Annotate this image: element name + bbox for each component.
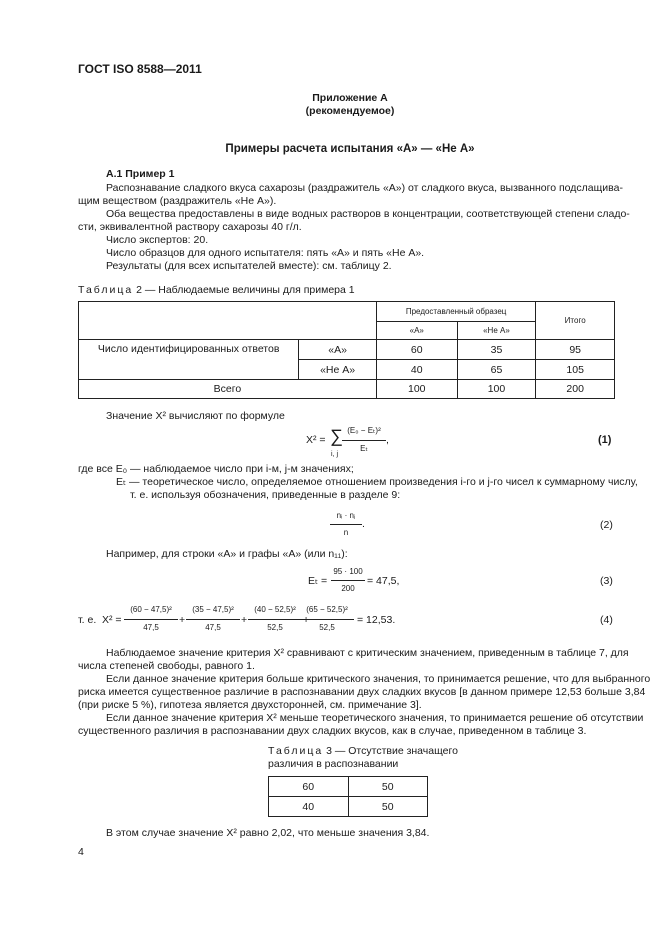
formula-4-numerator: (60 − 47,5)²	[130, 605, 172, 614]
fraction-bar	[300, 619, 354, 620]
caption-word: Таблица	[78, 284, 134, 296]
where-line: т. е. используя обозначения, приведенные в разделе 9:	[130, 489, 401, 501]
example-line: Например, для строки «А» и графы «А» (или n₁₁):	[106, 548, 348, 560]
table-header-empty	[79, 302, 377, 340]
formula-4-denominator: 52,5	[319, 623, 335, 632]
total-row-label: Всего	[79, 380, 377, 399]
paragraph-line: Наблюдаемое значение критерия X² сравнивают с критическим значением, приведенным в таблице 7, для	[106, 647, 629, 659]
formula-3-rhs: = 47,5,	[367, 575, 400, 587]
formula-intro: Значение X² вычисляют по формуле	[106, 410, 285, 422]
paragraph-line: Число экспертов: 20.	[106, 234, 209, 246]
plus-sign: +	[303, 614, 310, 626]
row-sublabel: «А»	[299, 340, 377, 360]
header-total: Итого	[536, 302, 615, 340]
table-cell: 65	[457, 360, 536, 380]
final-line: В этом случае значение X² равно 2,02, что меньше значения 3,84.	[106, 827, 430, 839]
table-cell: 100	[457, 380, 536, 399]
paragraph-line: (при риске 5 %), гипотеза является двухсторонней, см. примечание 3].	[78, 699, 422, 711]
formula-1-numerator: (E₀ − Eₜ)²	[347, 426, 381, 435]
table-cell: 40	[376, 360, 457, 380]
formula-1-denominator: Eₜ	[360, 444, 368, 453]
table2-caption	[78, 284, 355, 296]
formula-3-denominator: 200	[341, 584, 355, 593]
where-line: где все E₀ — наблюдаемое число при i-м, j-м значениях;	[78, 463, 354, 475]
formula-4-numerator: (35 − 47,5)²	[192, 605, 234, 614]
formula-4-result: = 12,53.	[357, 614, 396, 626]
fraction-bar	[186, 619, 240, 620]
plus-sign: +	[241, 614, 248, 626]
table-cell: 50	[348, 777, 428, 797]
paragraph-line: существенного различия в распознавании двух сладких вкусов, как в случае, приведенном в таблице 3.	[78, 725, 587, 737]
table-cell: 100	[376, 380, 457, 399]
section-title: Примеры расчета испытания «А» — «Не А»	[225, 143, 475, 155]
table-cell: 50	[348, 797, 428, 817]
appendix-subtitle: (рекомендуемое)	[305, 105, 395, 117]
paragraph-line: Если данное значение критерия больше критического значения, то принимается решение, что для выбранного	[106, 673, 651, 685]
sum-symbol: ∑	[330, 426, 343, 446]
equation-number: (3)	[600, 575, 613, 587]
equation-number: (2)	[600, 519, 613, 531]
formula-2-numerator: nᵢ · nⱼ	[336, 511, 356, 520]
formula-punct: .	[362, 518, 365, 530]
page-number: 4	[78, 846, 84, 858]
table-cell: 40	[269, 797, 349, 817]
header-group: Предоставленный образец	[376, 302, 535, 322]
paragraph-line: Распознавание сладкого вкуса сахарозы (раздражитель «А») от сладкого вкуса, вызванного подслащива-	[106, 182, 623, 194]
paragraph-line: сти, эквивалентной раствору сахарозы 40 г/л.	[78, 221, 302, 233]
plus-sign: +	[179, 614, 186, 626]
paragraph-line: риска имеется существенное различие в распознавании двух сладких вкусов [в данном примере 12,53 больше 3,84	[78, 686, 646, 698]
sum-subscript: i, j	[331, 451, 338, 458]
fraction-bar	[331, 580, 365, 581]
fraction-bar	[248, 619, 302, 620]
example-heading: А.1 Пример 1	[106, 168, 175, 180]
fraction-bar	[330, 524, 362, 525]
formula-4-denominator: 47,5	[143, 623, 159, 632]
formula-2-denominator: n	[343, 528, 349, 537]
appendix-title: Приложение А	[312, 92, 388, 104]
formula-punct: ,	[386, 434, 389, 446]
table-cell: 105	[536, 360, 615, 380]
table-cell: 200	[536, 380, 615, 399]
row-sublabel: «Не А»	[299, 360, 377, 380]
table-cell: 95	[536, 340, 615, 360]
document-code: ГОСТ ISO 8588—2011	[78, 62, 202, 76]
table-cell: 35	[457, 340, 536, 360]
header-not-a: «Не А»	[457, 322, 536, 340]
table-cell: 60	[269, 777, 349, 797]
paragraph-line: Если данное значение критерия X² меньше теоретического значения, то принимается решение об отсутствии	[106, 712, 644, 724]
table-2	[78, 301, 615, 399]
formula-3-numerator: 95 · 100	[333, 567, 363, 576]
paragraph-line: щим веществом (раздражитель «Не А»).	[78, 195, 277, 207]
table-3	[268, 776, 428, 817]
formula-4-numerator: (65 − 52,5)²	[306, 605, 348, 614]
table3-caption-line2: различия в распознавании	[268, 758, 399, 770]
fraction-bar	[124, 619, 178, 620]
formula-4-denominator: 52,5	[267, 623, 283, 632]
table3-caption	[268, 745, 458, 757]
equation-number: (1)	[598, 434, 612, 446]
formula-3-lhs: Eₜ =	[308, 575, 328, 587]
caption-text: 2 — Наблюдаемые величины для примера 1	[133, 284, 355, 296]
formula-4-lhs: X² =	[102, 614, 122, 626]
formula-4-prefix: т. е.	[78, 614, 97, 626]
formula-4-denominator: 47,5	[205, 623, 221, 632]
paragraph-line: числа степеней свободы, равного 1.	[78, 660, 255, 672]
paragraph-line: Результаты (для всех испытателей вместе): см. таблицу 2.	[106, 260, 392, 272]
caption-text: 3 — Отсутствие значащего	[323, 745, 458, 757]
equation-number: (4)	[600, 614, 613, 626]
row-label: Число идентифицированных ответов	[79, 340, 299, 380]
paragraph-line: Оба вещества предоставлены в виде водных растворов в концентрации, соответствующей степени сладо-	[106, 208, 630, 220]
formula-4-numerator: (40 − 52,5)²	[254, 605, 296, 614]
table-cell: 60	[376, 340, 457, 360]
fraction-bar	[342, 440, 386, 441]
header-a: «А»	[376, 322, 457, 340]
formula-1-lhs: X² =	[306, 434, 326, 446]
paragraph-line: Число образцов для одного испытателя: пять «А» и пять «Не А».	[106, 247, 425, 259]
caption-word: Таблица	[268, 745, 324, 757]
where-line: Eₜ — теоретическое число, определяемое отношением произведения i-го и j-го чисел к суммарному числу,	[116, 476, 638, 488]
